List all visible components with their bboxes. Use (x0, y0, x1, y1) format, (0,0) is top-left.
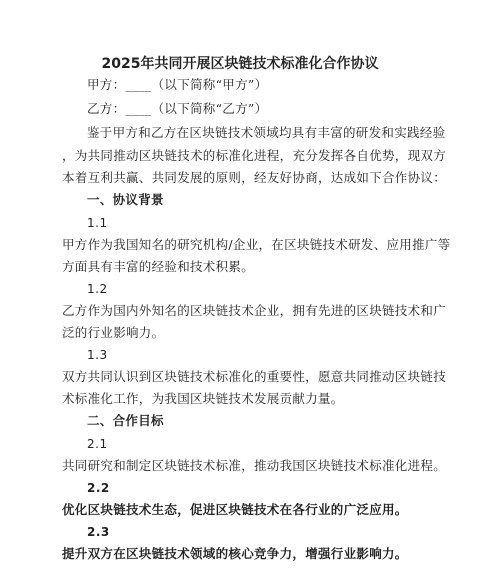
preamble-line-2: ，为共同推动区块链技术的标准化进程，充分发挥各自优势，现双方 (62, 148, 447, 163)
item-2-1-number: 2.1 (87, 437, 108, 451)
party-a-line: 甲方：____（以下简称“甲方”） (87, 77, 268, 92)
document-title: 2025年共同开展区块链技术标准化合作协议 (101, 56, 379, 72)
item-1-1-line-1: 甲方作为我国知名的研究机构/企业，在区块链技术研发、应用推广等 (62, 237, 451, 252)
item-1-1-number: 1.1 (87, 216, 108, 230)
item-2-3-line-1: 提升双方在区块链技术领域的核心竞争力，增强行业影响力。 (62, 546, 408, 561)
item-2-3-number: 2.3 (87, 525, 110, 539)
item-2-1-line-1: 共同研究和制定区块链技术标准，推动我国区块链技术标准化进程。 (62, 458, 447, 473)
item-1-3-number: 1.3 (87, 348, 108, 362)
item-1-2-number: 1.2 (87, 282, 108, 296)
item-1-1-line-2: 方面具有丰富的经验和技术积累。 (62, 259, 255, 274)
item-1-2-line-1: 乙方作为国内外知名的区块链技术企业，拥有先进的区块链技术和广 (62, 303, 447, 318)
preamble-line-1: 鉴于甲方和乙方在区块链技术领域均具有丰富的研发和实践经验 (87, 125, 446, 140)
item-1-2-line-2: 泛的行业影响力。 (62, 325, 165, 340)
section-2-heading: 二、合作目标 (87, 413, 164, 428)
preamble-line-3: 本着互利共赢、共同发展的原则，经友好协商，达成如下合作协议： (62, 170, 447, 185)
item-1-3-line-1: 双方共同认识到区块链技术标准化的重要性，愿意共同推动区块链技 (62, 369, 447, 384)
section-1-heading: 一、协议背景 (87, 192, 164, 207)
item-2-2-number: 2.2 (87, 481, 110, 495)
item-1-3-line-2: 术标准化工作，为我国区块链技术发展贡献力量。 (62, 391, 344, 406)
item-2-2-line-1: 优化区块链技术生态，促进区块链技术在各行业的广泛应用。 (62, 502, 408, 517)
party-b-line: 乙方：____（以下简称“乙方”） (87, 101, 268, 116)
